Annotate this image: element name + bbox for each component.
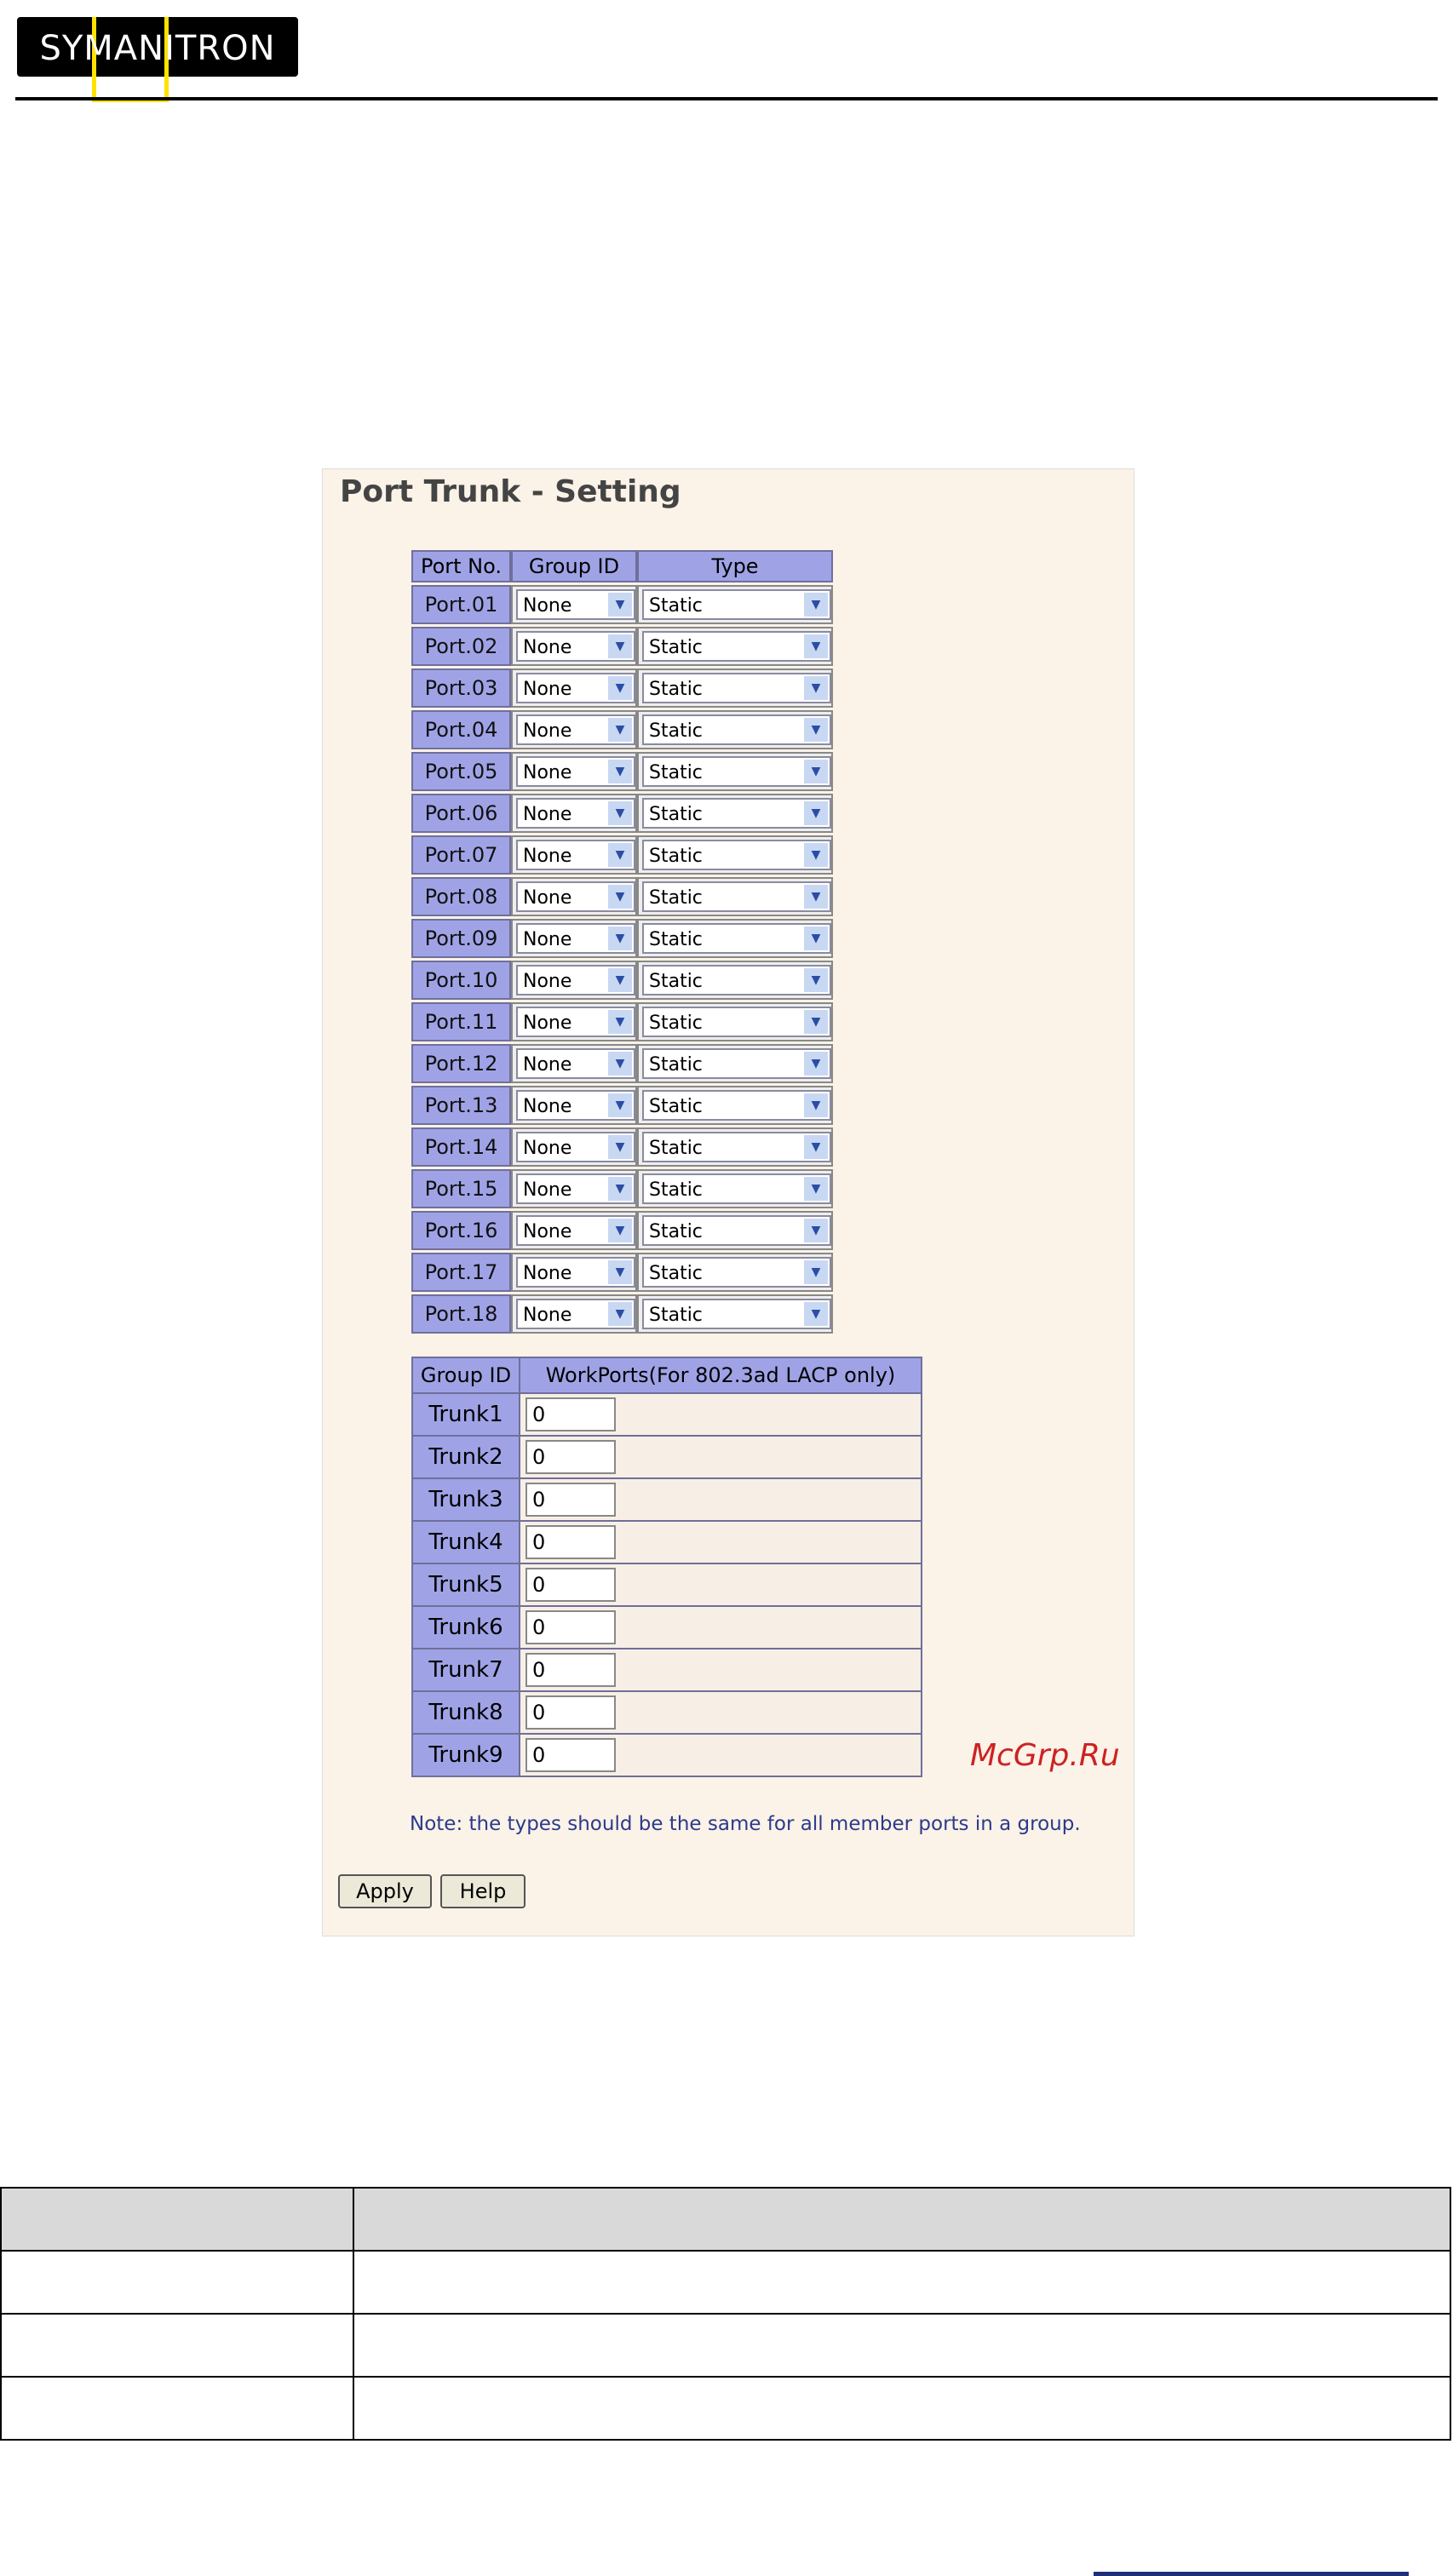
type-cell [637,1294,833,1334]
workports-cell [520,1563,922,1606]
chevron-down-icon[interactable]: ▼ [608,1010,632,1034]
group-id-select[interactable] [516,1007,635,1037]
chevron-down-icon[interactable]: ▼ [608,1093,632,1117]
type-select[interactable] [642,756,831,787]
group-id-cell [511,835,637,875]
group-id-cell [511,627,637,666]
group-id-select[interactable] [516,1257,635,1288]
group-id-select[interactable] [516,1299,635,1329]
type-select[interactable] [642,1173,831,1204]
chevron-down-icon[interactable]: ▼ [804,760,828,783]
chevron-down-icon[interactable]: ▼ [804,718,828,742]
port-row [411,1211,833,1250]
workports-cell [520,1691,922,1734]
port-label: Port.11 [411,1002,511,1041]
chevron-down-icon[interactable]: ▼ [608,760,632,783]
group-id-cell [511,919,637,958]
workports-cell [520,1393,922,1436]
trunk-label: Trunk6 [412,1606,520,1649]
group-id-value: None [523,595,572,617]
chevron-down-icon[interactable]: ▼ [804,1177,828,1201]
port-label: Port.02 [411,627,511,666]
port-label: Port.18 [411,1294,511,1334]
type-value: Static [649,1013,703,1034]
chevron-down-icon[interactable]: ▼ [608,1135,632,1159]
chevron-down-icon[interactable]: ▼ [804,634,828,658]
description-row [1,2377,1450,2440]
trunk-label: Trunk5 [412,1563,520,1606]
type-value: Static [649,720,703,742]
chevron-down-icon[interactable]: ▼ [608,634,632,658]
type-select[interactable] [642,1132,831,1162]
chevron-down-icon[interactable]: ▼ [608,1302,632,1326]
group-id-value: None [523,1138,572,1159]
port-label: Port.08 [411,877,511,916]
group-id-cell [511,1253,637,1292]
group-id-select[interactable] [516,1132,635,1162]
type-value: Static [649,1179,703,1201]
type-select[interactable] [642,923,831,954]
apply-button[interactable]: Apply [338,1874,432,1908]
type-select[interactable] [642,673,831,703]
port-label: Port.04 [411,710,511,749]
chevron-down-icon[interactable]: ▼ [804,885,828,909]
type-select[interactable] [642,1007,831,1037]
trunk-row [412,1691,922,1734]
type-select[interactable] [642,1299,831,1329]
help-button[interactable]: Help [440,1874,525,1908]
chevron-down-icon[interactable]: ▼ [608,1052,632,1076]
trunk-row [412,1393,922,1436]
type-cell [637,835,833,875]
group-id-select[interactable] [516,1173,635,1204]
port-trunk-screen [322,468,1134,1936]
group-id-value: None [523,1054,572,1076]
group-id-select[interactable] [516,1048,635,1079]
port-row [411,752,833,791]
type-value: Static [649,887,703,909]
chevron-down-icon[interactable]: ▼ [804,927,828,950]
col-workports: WorkPorts(For 802.3ad LACP only) [520,1357,922,1393]
type-value: Static [649,1221,703,1242]
description-header-cell [1,2188,353,2251]
chevron-down-icon[interactable]: ▼ [804,1302,828,1326]
header-rule [15,97,1438,100]
chevron-down-icon[interactable]: ▼ [804,676,828,700]
group-id-value: None [523,1096,572,1117]
group-id-cell [511,585,637,624]
type-select[interactable] [642,1257,831,1288]
group-id-cell [511,1044,637,1083]
description-row [1,2314,1450,2377]
group-id-cell [511,1294,637,1334]
type-value: Static [649,804,703,825]
type-select[interactable] [642,589,831,620]
port-row [411,877,833,916]
trunk-workports-table [411,1357,922,1777]
type-cell [637,1169,833,1208]
type-value: Static [649,679,703,700]
chevron-down-icon[interactable]: ▼ [608,885,632,909]
type-cell [637,585,833,624]
description-table [0,2187,1451,2441]
chevron-down-icon[interactable]: ▼ [804,843,828,867]
note-text: Note: the types should be the same for all member ports in a group. [410,1813,1081,1835]
trunk-label: Trunk7 [412,1649,520,1691]
group-id-cell [511,668,637,708]
trunk-row [412,1649,922,1691]
type-cell [637,1127,833,1167]
type-value: Static [649,637,703,658]
workports-input[interactable] [525,1397,616,1431]
group-id-cell [511,1169,637,1208]
chevron-down-icon[interactable]: ▼ [608,718,632,742]
description-cell [1,2377,353,2440]
chevron-down-icon[interactable]: ▼ [608,1219,632,1242]
type-value: Static [649,1305,703,1326]
group-id-select[interactable] [516,1090,635,1121]
type-cell [637,627,833,666]
workports-input[interactable] [525,1653,616,1687]
description-cell [1,2314,353,2377]
group-id-cell [511,877,637,916]
chevron-down-icon[interactable]: ▼ [608,1177,632,1201]
workports-input[interactable] [525,1738,616,1772]
type-value: Static [649,1096,703,1117]
type-cell [637,668,833,708]
group-id-select[interactable] [516,714,635,745]
description-row [1,2251,1450,2314]
workports-input[interactable] [525,1610,616,1644]
port-row [411,1253,833,1292]
col-group-id: Group ID [511,550,637,582]
group-id-cell [511,1127,637,1167]
port-row [411,710,833,749]
description-cell [353,2251,1450,2314]
type-cell [637,919,833,958]
group-id-select[interactable] [516,756,635,787]
chevron-down-icon[interactable]: ▼ [608,968,632,992]
type-select[interactable] [642,1215,831,1246]
port-label: Port.14 [411,1127,511,1167]
type-value: Static [649,929,703,950]
group-id-cell [511,1002,637,1041]
port-row [411,1002,833,1041]
group-id-cell [511,710,637,749]
port-label: Port.01 [411,585,511,624]
type-value: Static [649,846,703,867]
watermark: McGrp.Ru [970,1738,1120,1773]
type-select[interactable] [642,714,831,745]
type-select[interactable] [642,965,831,995]
type-cell [637,1044,833,1083]
workports-cell [520,1478,922,1521]
group-id-value: None [523,1179,572,1201]
group-id-select[interactable] [516,798,635,829]
page-title: Port Trunk - Setting [340,474,681,509]
type-value: Static [649,971,703,992]
type-cell [637,877,833,916]
port-row [411,1086,833,1125]
port-label: Port.03 [411,668,511,708]
group-id-value: None [523,637,572,658]
col-trunk-group-id: Group ID [412,1357,520,1393]
trunk-label: Trunk2 [412,1436,520,1478]
workports-cell [520,1606,922,1649]
trunk-row [412,1436,922,1478]
port-label: Port.17 [411,1253,511,1292]
port-label: Port.10 [411,961,511,1000]
port-label: Port.12 [411,1044,511,1083]
type-select[interactable] [642,840,831,870]
port-row [411,585,833,624]
group-id-select[interactable] [516,923,635,954]
port-label: Port.15 [411,1169,511,1208]
group-id-value: None [523,1221,572,1242]
type-select[interactable] [642,1090,831,1121]
workports-input[interactable] [525,1440,616,1474]
port-row [411,668,833,708]
chevron-down-icon[interactable]: ▼ [804,1093,828,1117]
group-id-select[interactable] [516,840,635,870]
group-id-value: None [523,720,572,742]
port-label: Port.13 [411,1086,511,1125]
trunk-row [412,1606,922,1649]
port-row [411,1294,833,1334]
group-id-select[interactable] [516,631,635,662]
port-row [411,961,833,1000]
chevron-down-icon[interactable]: ▼ [608,676,632,700]
type-value: Static [649,595,703,617]
symanitron-logo [17,17,298,77]
type-value: Static [649,1138,703,1159]
port-label: Port.09 [411,919,511,958]
group-id-cell [511,961,637,1000]
description-cell [1,2251,353,2314]
port-trunk-table [411,548,833,1336]
type-cell [637,710,833,749]
col-type: Type [637,550,833,582]
chevron-down-icon[interactable]: ▼ [608,927,632,950]
trunk-label: Trunk4 [412,1521,520,1563]
trunk-row [412,1563,922,1606]
chevron-down-icon[interactable]: ▼ [804,968,828,992]
footer-bar [1094,2572,1409,2576]
chevron-down-icon[interactable]: ▼ [608,1260,632,1284]
type-select[interactable] [642,798,831,829]
port-row [411,835,833,875]
group-id-select[interactable] [516,589,635,620]
chevron-down-icon[interactable]: ▼ [804,1052,828,1076]
group-id-cell [511,752,637,791]
group-id-select[interactable] [516,965,635,995]
chevron-down-icon[interactable]: ▼ [804,593,828,617]
group-id-value: None [523,804,572,825]
type-select[interactable] [642,631,831,662]
group-id-cell [511,794,637,833]
port-row [411,794,833,833]
group-id-cell [511,1086,637,1125]
port-label: Port.16 [411,1211,511,1250]
chevron-down-icon[interactable]: ▼ [804,1135,828,1159]
type-cell [637,1002,833,1041]
type-value: Static [649,762,703,783]
trunk-label: Trunk1 [412,1393,520,1436]
port-row [411,1127,833,1167]
group-id-cell [511,1211,637,1250]
logo-text: SYMANITRON [39,29,276,68]
chevron-down-icon[interactable]: ▼ [804,1010,828,1034]
chevron-down-icon[interactable]: ▼ [804,1219,828,1242]
type-cell [637,1086,833,1125]
group-id-select[interactable] [516,673,635,703]
chevron-down-icon[interactable]: ▼ [804,1260,828,1284]
group-id-value: None [523,929,572,950]
workports-cell [520,1521,922,1563]
group-id-value: None [523,887,572,909]
group-id-value: None [523,762,572,783]
type-cell [637,1253,833,1292]
group-id-value: None [523,846,572,867]
type-value: Static [649,1263,703,1284]
group-id-select[interactable] [516,881,635,912]
workports-cell [520,1734,922,1776]
workports-cell [520,1649,922,1691]
workports-input[interactable] [525,1568,616,1602]
trunk-row [412,1734,922,1776]
chevron-down-icon[interactable]: ▼ [608,843,632,867]
workports-input[interactable] [525,1525,616,1559]
port-label: Port.07 [411,835,511,875]
chevron-down-icon[interactable]: ▼ [608,801,632,825]
type-cell [637,1211,833,1250]
description-header-row [1,2188,1450,2251]
workports-cell [520,1436,922,1478]
trunk-row [412,1521,922,1563]
type-select[interactable] [642,881,831,912]
type-cell [637,794,833,833]
type-cell [637,752,833,791]
trunk-row [412,1478,922,1521]
workports-input[interactable] [525,1695,616,1730]
trunk-label: Trunk3 [412,1478,520,1521]
trunk-label: Trunk9 [412,1734,520,1776]
group-id-value: None [523,1263,572,1284]
description-header-cell [353,2188,1450,2251]
group-id-value: None [523,679,572,700]
trunk-label: Trunk8 [412,1691,520,1734]
port-row [411,627,833,666]
port-row [411,919,833,958]
group-id-value: None [523,1013,572,1034]
port-label: Port.06 [411,794,511,833]
type-select[interactable] [642,1048,831,1079]
port-row [411,1169,833,1208]
group-id-value: None [523,971,572,992]
port-label: Port.05 [411,752,511,791]
port-row [411,1044,833,1083]
description-cell [353,2314,1450,2377]
col-port-no: Port No. [411,550,511,582]
chevron-down-icon[interactable]: ▼ [804,801,828,825]
workports-input[interactable] [525,1483,616,1517]
group-id-select[interactable] [516,1215,635,1246]
type-cell [637,961,833,1000]
description-cell [353,2377,1450,2440]
group-id-value: None [523,1305,572,1326]
type-value: Static [649,1054,703,1076]
chevron-down-icon[interactable]: ▼ [608,593,632,617]
